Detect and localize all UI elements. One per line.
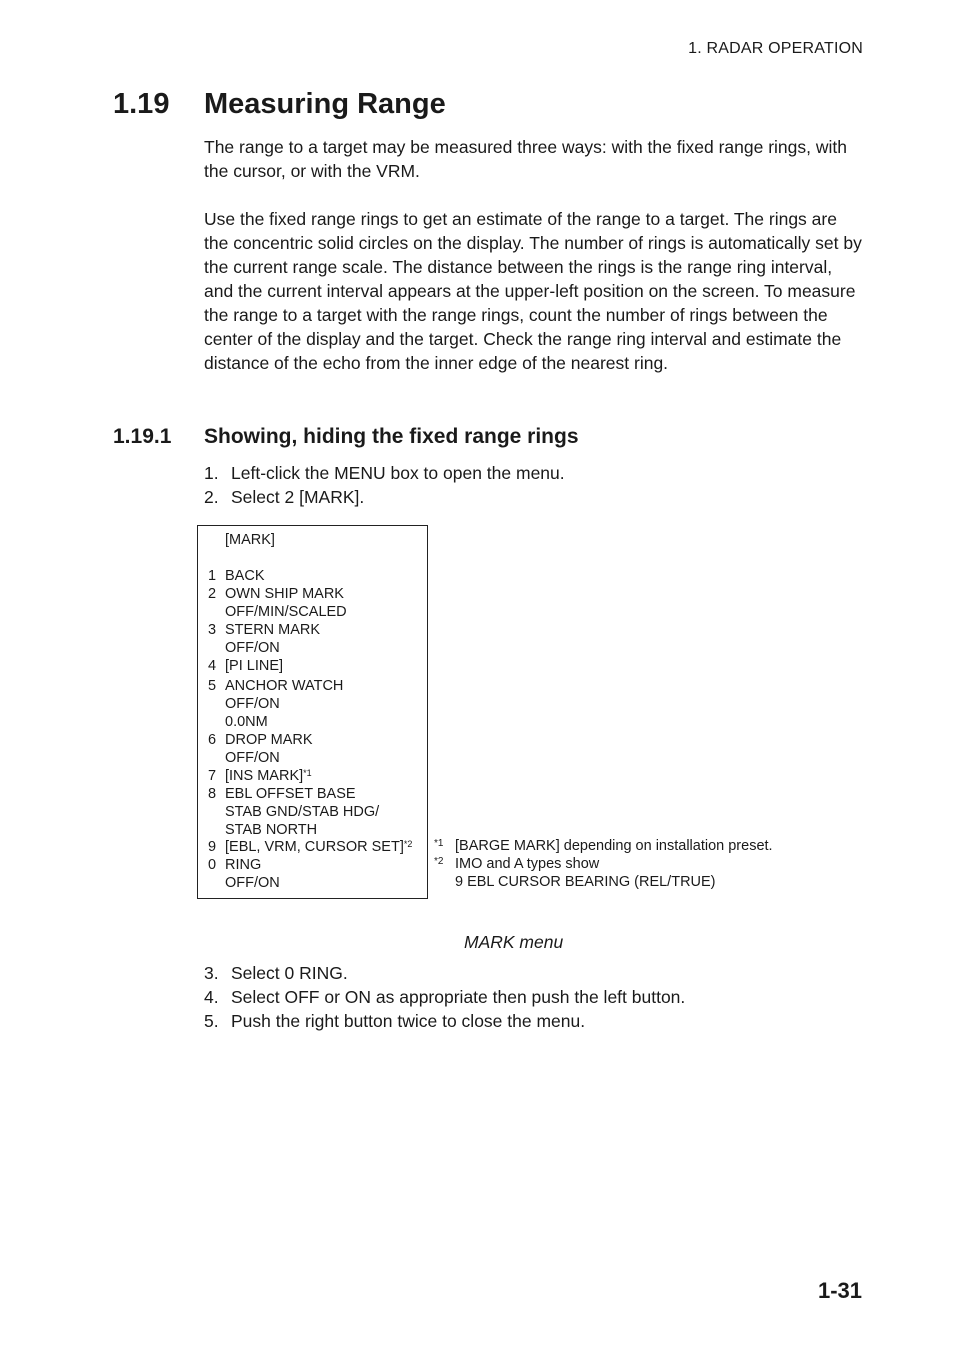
footnote-2-continuation: 9 EBL CURSOR BEARING (REL/TRUE): [455, 874, 716, 890]
menu-item-number: 4: [208, 658, 217, 674]
paragraph-intro: The range to a target may be measured three ways: with the fixed range rings, with the cursor, or with the VRM.: [204, 137, 847, 181]
page-number: 1-31: [817, 1278, 862, 1303]
menu-item-number: 5: [208, 678, 217, 694]
subsection-number: 1.19.1: [113, 425, 172, 448]
menu-item-label: RING: [225, 857, 262, 873]
menu-item-number: 7: [208, 768, 217, 784]
menu-item-label: OFF/MIN/SCALED: [225, 604, 347, 620]
menu-item: [208, 785, 356, 803]
menu-item-number: 0: [208, 857, 217, 873]
menu-item-number: 2: [208, 586, 217, 602]
menu-title: [MARK]: [225, 532, 275, 548]
figure-caption: MARK menu: [464, 932, 564, 952]
menu-item-number: 3: [208, 622, 217, 638]
menu-item: [208, 803, 379, 821]
menu-item: [208, 713, 268, 731]
menu-item-label: ANCHOR WATCH: [225, 678, 344, 694]
menu-item-label: [INS MARK]: [225, 768, 304, 784]
step-item: [204, 485, 565, 509]
paragraph-range-rings: Use the fixed range rings to get an estimate of the range to a target. The rings are the concentric solid circles on the display. The number of rings is automatically set by the current range scale. The distance between the rings is the range ring interval, and the current interval appears at the upper-left position on the screen. To measure the range to a target with the range rings, count the number of rings between the center of the display and the target. Check the range ring interval and estimate the distance of the echo from the inner edge of the nearest ring.: [204, 209, 862, 373]
menu-item-label: OFF/ON: [225, 750, 280, 766]
menu-item-label: DROP MARK: [225, 732, 313, 748]
menu-item: [208, 639, 280, 657]
step-text: Select 0 RING.: [231, 963, 348, 983]
step-item: [204, 461, 565, 485]
step-item: [204, 961, 685, 985]
step-item: [204, 985, 685, 1009]
menu-item-label: [PI LINE]: [225, 658, 284, 674]
menu-item: [208, 585, 344, 603]
step-number: 3.: [204, 963, 219, 983]
steps-list-a: [204, 461, 565, 509]
menu-item-label: OWN SHIP MARK: [225, 586, 344, 602]
step-item: [204, 1009, 685, 1033]
footnote-marker: *1: [434, 838, 444, 849]
menu-item: [208, 838, 412, 856]
step-number: 2.: [204, 487, 219, 507]
menu-item: [208, 749, 280, 767]
menu-item: [208, 731, 313, 749]
menu-item-label: OFF/ON: [225, 640, 280, 656]
menu-item-label: STAB GND/STAB HDG/: [225, 804, 380, 820]
menu-item-number: 6: [208, 732, 217, 748]
menu-item: [208, 821, 317, 839]
menu-item: [208, 874, 280, 892]
step-number: 4.: [204, 987, 219, 1007]
section-number: 1.19: [113, 88, 170, 120]
menu-item: [208, 621, 320, 639]
step-text: Select OFF or ON as appropriate then push the left button.: [231, 987, 686, 1007]
menu-item: [208, 603, 347, 621]
menu-item: [208, 856, 261, 874]
step-text: Select 2 [MARK].: [231, 487, 365, 507]
footnote-text: IMO and A types show: [455, 856, 600, 872]
subsection-title: Showing, hiding the fixed range rings: [204, 425, 579, 448]
steps-list-b: [204, 961, 685, 1033]
menu-item: [208, 767, 312, 785]
menu-item-label: 0.0NM: [225, 714, 268, 730]
running-header: 1. RADAR OPERATION: [688, 40, 863, 57]
menu-item-label: [EBL, VRM, CURSOR SET]: [225, 839, 404, 855]
menu-item-number: 8: [208, 786, 217, 802]
menu-item-footnote-mark: *1: [303, 768, 312, 778]
menu-item: [208, 567, 265, 585]
menu-item-label: OFF/ON: [225, 696, 280, 712]
menu-item-label: EBL OFFSET BASE: [225, 786, 356, 802]
menu-item-number: 9: [208, 839, 217, 855]
menu-item-label: OFF/ON: [225, 875, 280, 891]
step-number: 5.: [204, 1011, 219, 1031]
menu-item: [208, 695, 280, 713]
mark-menu-box: [197, 525, 428, 899]
menu-item: [208, 657, 283, 675]
menu-item-label: STAB NORTH: [225, 822, 318, 838]
menu-item: [208, 677, 343, 695]
footnote-marker: *2: [434, 856, 444, 867]
menu-item-label: BACK: [225, 568, 265, 584]
step-number: 1.: [204, 463, 219, 483]
menu-item-label: STERN MARK: [225, 622, 321, 638]
menu-item-footnote-mark: *2: [403, 839, 413, 849]
section-title: Measuring Range: [204, 88, 446, 120]
footnote-text: [BARGE MARK] depending on installation preset.: [455, 838, 773, 854]
step-text: Push the right button twice to close the menu.: [231, 1011, 586, 1031]
menu-item-number: 1: [208, 568, 217, 584]
step-text: Left-click the MENU box to open the menu.: [231, 463, 565, 483]
